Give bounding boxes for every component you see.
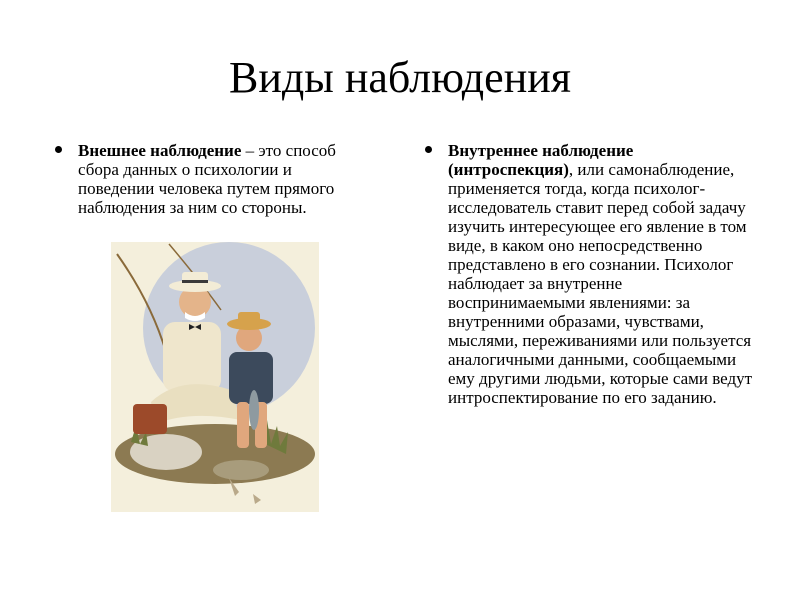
bullet-item-external [55, 141, 355, 217]
bullet-dot [55, 146, 62, 153]
external-observation-column [55, 141, 355, 217]
definition-internal-observation: , или самонаблюдение, применяется тогда, когда психолог-исследователь ставит перед собой задачу изучить интересующее его явление в том виде, в каком оно непосредственно представлено в его сознании. Психолог наблюдает за внутренне воспринимаемыми явлениями: за внутренними образами, чувствами, мыслями, переживаниями или пользуется аналогичными данными, сообщаемыми ему другими людьми, которые сами ведут интроспектирование по его заданию. [448, 160, 753, 407]
bullet-item-internal [425, 141, 760, 407]
slide-title: Виды наблюдения [228, 53, 572, 102]
term-internal-observation: Внутреннее наблюдение (интроспекция) [448, 141, 634, 179]
internal-observation-column [425, 141, 760, 407]
definition-external-observation: – это способ сбора данных о психологии и поведении человека путем прямого наблюдения за ним со стороны. [78, 141, 336, 217]
fishing-illustration [111, 242, 319, 512]
term-external-observation: Внешнее наблюдение [78, 141, 242, 160]
bullet-dot [425, 146, 432, 153]
